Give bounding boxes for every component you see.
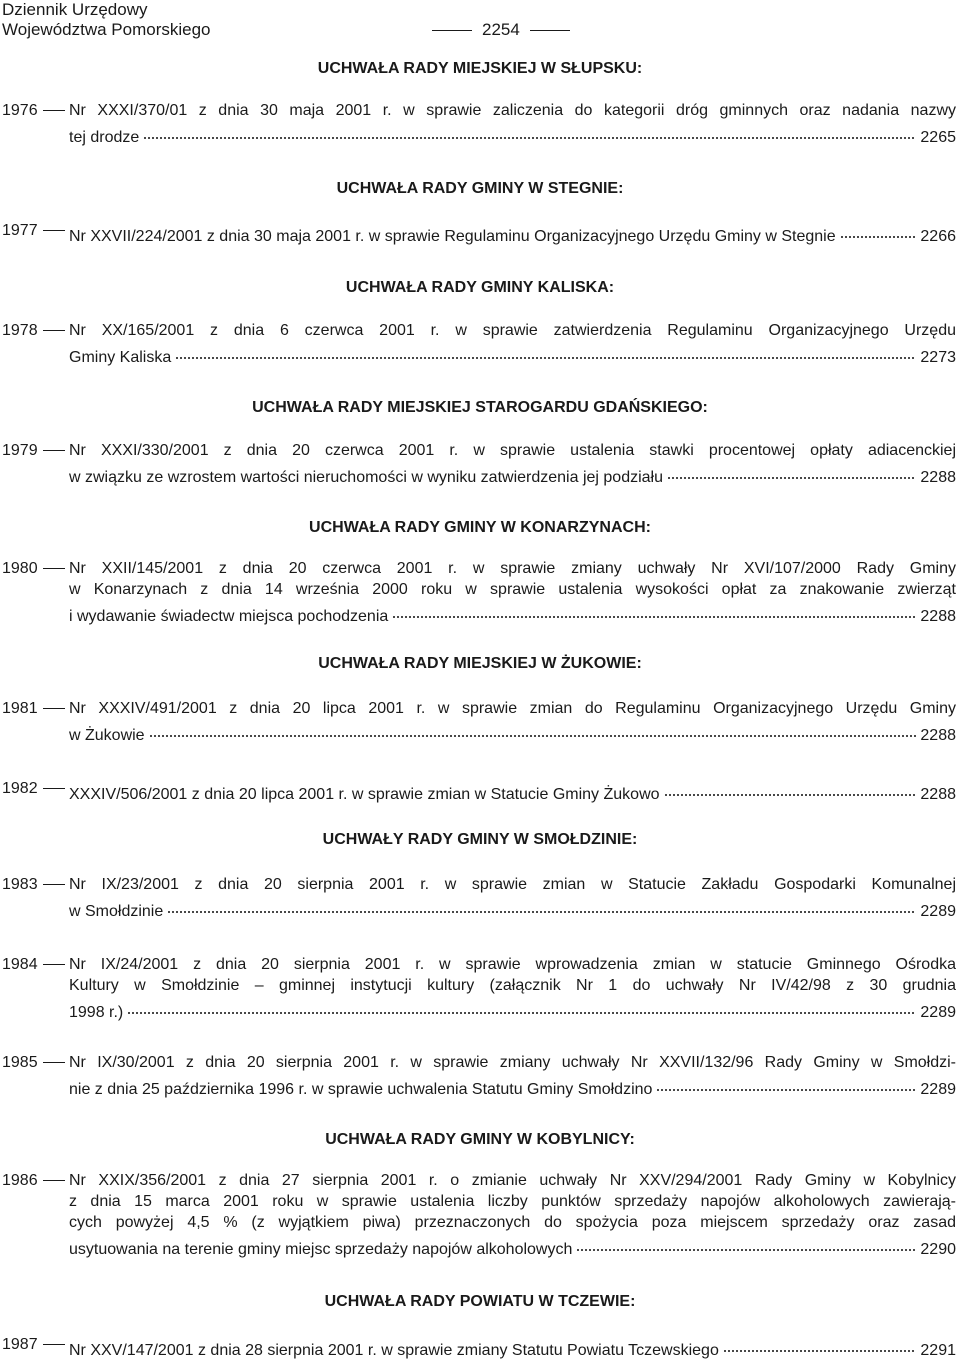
entry-dash	[43, 450, 65, 451]
page-number-left-rule	[432, 30, 472, 31]
entry-dash	[43, 964, 65, 965]
section-heading: UCHWAŁA RADY MIEJSKIEJ STAROGARDU GDAŃSKIEGO:	[252, 399, 708, 416]
page-number: 2254	[482, 20, 520, 39]
entry-page-ref: 2266	[920, 228, 956, 245]
entry-text-line: Nr IX/23/2001 z dnia 20 sierpnia 2001 r. w sprawie zmian w Statucie Zakładu Gospodarki Komunalnej	[69, 876, 956, 893]
entry-text	[69, 874, 956, 922]
entry-page-ref: 2288	[920, 469, 956, 486]
entry-dash	[43, 110, 65, 111]
section-heading: UCHWAŁA RADY GMINY KALISKA:	[345, 279, 615, 296]
entry-text	[69, 954, 956, 1023]
entry-dash	[43, 1180, 65, 1181]
entry-number: 1982	[2, 780, 38, 797]
dot-leader	[576, 1233, 916, 1254]
entry-number: 1976	[2, 102, 38, 119]
entry-text-line: XXXIV/506/2001 z dnia 20 lipca 2001 r. w sprawie zmian w Statucie Gminy Żukowo	[69, 786, 660, 803]
entry-text-line: usytuowania na terenie gminy miejsc sprzedaży napojów alkoholowych	[69, 1241, 573, 1258]
entry-text-line: z dnia 15 marca 2001 roku w sprawie ustalenia liczby punktów sprzedaży napojów alkoholowych zawierają-	[69, 1193, 956, 1210]
entry-number: 1981	[2, 700, 38, 717]
entry-text	[69, 698, 956, 746]
dot-leader	[667, 461, 916, 482]
entry-dash	[43, 330, 65, 331]
page-number-right-rule	[530, 30, 570, 31]
dot-leader	[149, 719, 917, 740]
entry-text-line: i wydawanie świadectw miejsca pochodzenia	[69, 608, 389, 625]
entry-page-ref: 2289	[920, 1081, 956, 1098]
entry-text-line: w związku ze wzrostem wartości nieruchomości w wyniku zatwierdzenia jej podziału	[69, 469, 663, 486]
entry-text	[69, 1170, 956, 1260]
entry-text	[69, 100, 956, 148]
section-heading: UCHWAŁA RADY GMINY W STEGNIE:	[336, 180, 624, 197]
entry-last-line	[69, 341, 956, 368]
entry-last-line	[69, 461, 956, 488]
entry-dash	[43, 1062, 65, 1063]
entry-last-line	[69, 778, 956, 805]
entry-text	[69, 1052, 956, 1100]
entry-text-line: Nr IX/30/2001 z dnia 20 sierpnia 2001 r. w sprawie zmiany uchwały Nr XXVII/132/96 Rady Gminy w Smołdzi-	[69, 1054, 956, 1071]
entry-text-line: nie z dnia 25 października 1996 r. w sprawie uchwalenia Statutu Gminy Smołdzino	[69, 1081, 653, 1098]
entry-last-line	[69, 121, 956, 148]
journal-title-line-2: Województwa Pomorskiego	[2, 20, 211, 39]
entry-text-line: Nr XXXIV/491/2001 z dnia 20 lipca 2001 r. w sprawie zmian do Regulaminu Organizacyjnego Urzędu Gminy	[69, 700, 956, 717]
entry-text-line: tej drodze	[69, 129, 140, 146]
entry-page-ref: 2288	[920, 727, 956, 744]
dot-leader	[167, 895, 916, 916]
dot-leader	[175, 341, 916, 362]
entry-dash	[43, 884, 65, 885]
dot-leader	[664, 778, 917, 799]
dot-leader	[392, 600, 916, 621]
entry-text	[69, 1334, 956, 1361]
entry-last-line	[69, 1334, 956, 1361]
entry-number: 1977	[2, 222, 38, 239]
entry-text-line: Kultury w Smołdzinie – gminnej instytucji kultury (załącznik Nr 1 do uchwały Nr IV/42/98 z 30 grudnia	[69, 977, 956, 994]
entry-text-line: Nr IX/24/2001 z dnia 20 sierpnia 2001 r. w sprawie wprowadzenia zmian w statucie Gminnego Ośrodka	[69, 956, 956, 973]
entry-number: 1984	[2, 956, 38, 973]
entry-page-ref: 2290	[920, 1241, 956, 1258]
entry-page-ref: 2288	[920, 608, 956, 625]
entry-text	[69, 320, 956, 368]
entry-last-line	[69, 895, 956, 922]
entry-number: 1980	[2, 560, 38, 577]
entry-text-line: cych powyżej 4,5 % (z wyjątkiem piwa) przeznaczonych do spożycia poza miejscem sprzedaży oraz zasad	[69, 1214, 956, 1231]
entry-page-ref: 2273	[920, 349, 956, 366]
entry-text-line: Nr XXXI/370/01 z dnia 30 maja 2001 r. w sprawie zaliczenia do kategorii dróg gminnych oraz nadania nazwy	[69, 102, 956, 119]
entry-text-line: Nr XXV/147/2001 z dnia 28 sierpnia 2001 r. w sprawie zmiany Statutu Powiatu Tczewskiego	[69, 1342, 719, 1359]
entry-number: 1985	[2, 1054, 38, 1071]
entry-page-ref: 2289	[920, 903, 956, 920]
entry-text-line: w Żukowie	[69, 727, 145, 744]
entry-text-line: Nr XXIX/356/2001 z dnia 27 sierpnia 2001 r. o zmianie uchwały Nr XXV/294/2001 Rady Gminy w Kobylnicy	[69, 1172, 956, 1189]
section-heading: UCHWAŁA RADY POWIATU W TCZEWIE:	[324, 1293, 636, 1310]
entry-page-ref: 2265	[920, 129, 956, 146]
entry-text-line: w Konarzynach z dnia 14 września 2000 roku w sprawie ustalenia wysokości opłat za znakowanie zwierząt	[69, 581, 956, 598]
entry-page-ref: 2289	[920, 1004, 956, 1021]
entry-number: 1978	[2, 322, 38, 339]
entry-dash	[43, 230, 65, 231]
entry-text-line: Gminy Kaliska	[69, 349, 172, 366]
entry-text-line: 1998 r.)	[69, 1004, 124, 1021]
journal-title-line-1: Dziennik Urzędowy	[2, 0, 148, 19]
section-heading: UCHWAŁA RADY MIEJSKIEJ W ŻUKOWIE:	[318, 655, 642, 672]
dot-leader	[143, 121, 916, 142]
entry-text	[69, 778, 956, 805]
entry-page-ref: 2291	[920, 1342, 956, 1359]
entry-text	[69, 440, 956, 488]
entry-dash	[43, 788, 65, 789]
entry-number: 1979	[2, 442, 38, 459]
entry-number: 1986	[2, 1172, 38, 1189]
section-heading: UCHWAŁY RADY GMINY W SMOŁDZINIE:	[322, 831, 638, 848]
dot-leader	[723, 1334, 917, 1355]
entry-dash	[43, 1344, 65, 1345]
entry-last-line	[69, 719, 956, 746]
entry-last-line	[69, 1073, 956, 1100]
section-heading: UCHWAŁA RADY GMINY W KONARZYNACH:	[309, 519, 651, 536]
dot-leader	[840, 220, 917, 241]
entry-text-line: w Smołdzinie	[69, 903, 164, 920]
entry-number: 1983	[2, 876, 38, 893]
entry-text	[69, 558, 956, 627]
dot-leader	[127, 996, 916, 1017]
entry-text-line: Nr XXXI/330/2001 z dnia 20 czerwca 2001 r. w sprawie ustalenia stawki procentowej opłaty adiacenckiej	[69, 442, 956, 459]
dot-leader	[656, 1073, 916, 1094]
section-heading: UCHWAŁA RADY GMINY W KOBYLNICY:	[325, 1131, 635, 1148]
entry-last-line	[69, 1233, 956, 1260]
entry-text-line: Nr XX/165/2001 z dnia 6 czerwca 2001 r. w sprawie zatwierdzenia Regulaminu Organizacyjnego Urzędu	[69, 322, 956, 339]
entry-dash	[43, 568, 65, 569]
page-header	[0, 0, 960, 42]
entry-last-line	[69, 996, 956, 1023]
page-number-block	[432, 20, 570, 40]
entry-text-line: Nr XXVII/224/2001 z dnia 30 maja 2001 r. w sprawie Regulaminu Organizacyjnego Urzędu Gminy w Stegnie	[69, 228, 836, 245]
entry-last-line	[69, 220, 956, 247]
entry-page-ref: 2288	[920, 786, 956, 803]
entry-text-line: Nr XXII/145/2001 z dnia 20 czerwca 2001 r. w sprawie zmiany uchwały Nr XVI/107/2000 Rady Gminy	[69, 560, 956, 577]
entry-last-line	[69, 600, 956, 627]
entry-dash	[43, 708, 65, 709]
entry-number: 1987	[2, 1336, 38, 1353]
entry-text	[69, 220, 956, 247]
section-heading: UCHWAŁA RADY MIEJSKIEJ W SŁUPSKU:	[317, 60, 643, 77]
